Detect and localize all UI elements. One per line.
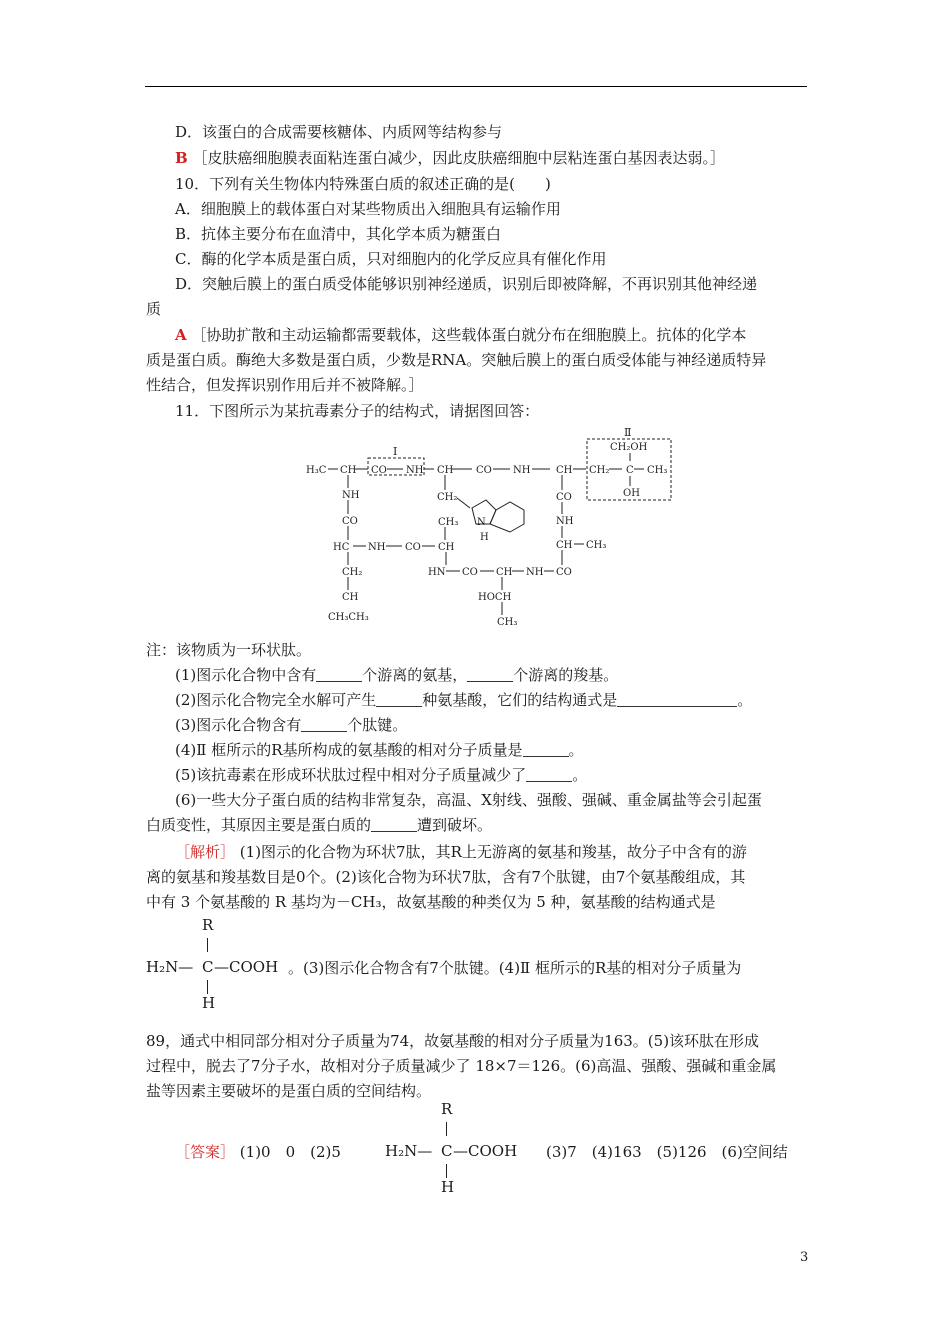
sub-q4	[175, 740, 584, 760]
q10-stem: 10．下列有关生物体内特殊蛋白质的叙述正确的是( )	[175, 175, 551, 193]
q10-option-a: A．细胞膜上的载体蛋白对某些物质出入细胞具有运输作用	[175, 200, 561, 218]
text: (3)图示化合物含有	[175, 716, 302, 734]
atom: CH	[340, 465, 357, 476]
atom: CH	[438, 542, 455, 553]
sub-q6: (6)一些大分子蛋白质的结构非常复杂，高温、X射线、强酸、强碱、重金属盐等会引起蛋	[175, 791, 762, 809]
atom: CH	[556, 540, 573, 551]
atom: CH₃	[438, 517, 459, 528]
analysis-line: 中有 3 个氨基酸的 R 基均为－CH₃，故氨基酸的种类仅为 5 种，氨基酸的结构通式是	[146, 893, 716, 911]
answer-blank[interactable]	[371, 817, 417, 832]
atom: CH₃CH₃	[328, 612, 369, 623]
amino-acid-formula	[146, 914, 296, 1014]
text: (5)该抗毒素在形成环状肽过程中相对分子质量减少了	[175, 766, 527, 784]
atom: H	[480, 532, 489, 543]
sub-q6-cont	[146, 815, 492, 835]
answer-line: (3)7 (4)163 (5)126 (6)空间结	[546, 1143, 788, 1161]
atom: CO	[476, 465, 492, 476]
atom: CH₃	[586, 540, 607, 551]
sub-q3	[175, 715, 407, 735]
formula-cooh: —COOH	[453, 1142, 518, 1160]
formula-c: C	[202, 958, 214, 976]
answer-letter: B	[175, 149, 188, 167]
formula-r: R	[441, 1100, 453, 1118]
text: (1)0 0 (2)5	[239, 1143, 341, 1161]
atom: CO	[556, 492, 572, 503]
q10-answer	[175, 325, 746, 345]
sub-q1	[175, 665, 618, 685]
q10-answer-cont: 性结合，但发挥识别作用后并不被降解。］	[146, 376, 424, 394]
q10-option-d-cont: 质	[146, 300, 162, 318]
atom: CH₃	[647, 465, 668, 476]
atom: CH₂	[437, 492, 458, 503]
atom: HN	[428, 567, 446, 578]
answer-blank[interactable]	[467, 667, 513, 682]
answer-letter: A	[175, 326, 187, 344]
atom: HC	[333, 542, 350, 553]
answer-blank[interactable]	[526, 767, 572, 782]
answer-line	[175, 1142, 341, 1162]
analysis-line: 。(3)图示化合物含有7个肽键。(4)Ⅱ 框所示的R基的相对分子质量为	[288, 959, 742, 977]
formula-h: H	[441, 1178, 455, 1196]
atom: CH	[437, 465, 454, 476]
bond	[446, 1164, 447, 1178]
q10-answer-cont: 质是蛋白质。酶绝大多数是蛋白质，少数是RNA。突触后膜上的蛋白质受体能与神经递质特异	[146, 351, 767, 369]
sub-q2	[175, 690, 752, 710]
atom: CH₂	[342, 567, 363, 578]
text: 个肽键。	[347, 716, 408, 734]
atom: NH	[556, 516, 574, 527]
atom: NH	[342, 490, 360, 501]
bond	[446, 1122, 447, 1136]
answer-explanation: ［皮肤癌细胞膜表面粘连蛋白减少，因此皮肤癌细胞中层粘连蛋白基因表达弱。］	[192, 149, 725, 167]
atom: HOCH	[478, 592, 512, 603]
answer-tag: ［答案］	[175, 1143, 236, 1161]
q10-option-c: C．酶的化学本质是蛋白质，只对细胞内的化学反应具有催化作用	[175, 250, 607, 268]
amino-acid-formula	[385, 1098, 535, 1198]
label-box-i: Ⅰ	[393, 445, 398, 458]
text: 种氨基酸，它们的结构通式是	[422, 691, 618, 709]
answer-blank[interactable]	[523, 742, 569, 757]
atom: C	[626, 465, 634, 476]
analysis-tag: ［解析］	[175, 843, 236, 861]
analysis-line: 89，通式中相同部分相对分子质量为74，故氨基酸的相对分子质量为163。(5)该环肽在形成	[146, 1032, 760, 1050]
atom-oh: OH	[623, 488, 640, 499]
atom: CH	[342, 592, 359, 603]
formula-r: R	[202, 916, 214, 934]
q11-stem: 11．下图所示为某抗毒素分子的结构式，请据图回答：	[175, 402, 540, 420]
atom: NH	[406, 465, 424, 476]
header-rule	[145, 86, 807, 87]
atom: NH	[368, 542, 386, 553]
atom: CH	[556, 465, 573, 476]
atom: CH	[496, 567, 513, 578]
atom: CH₃	[497, 617, 518, 628]
formula-h2n: H₂N—	[146, 958, 194, 976]
atom: H₃C	[306, 465, 327, 476]
atom: NH	[526, 567, 544, 578]
answer-blank[interactable]	[301, 717, 347, 732]
sub-q5	[175, 765, 587, 785]
q9-answer	[175, 148, 725, 168]
text: 。	[568, 741, 584, 759]
analysis-line: 过程中，脱去了7分子水，故相对分子质量减少了 18×7＝126。(6)高温、强酸、强碱和重金属	[146, 1057, 777, 1075]
formula-cooh: —COOH	[214, 958, 279, 976]
text: (1)图示的化合物为环状7肽，其R上无游离的氨基和羧基，故分子中含有的游	[239, 843, 747, 861]
text: 遭到破坏。	[417, 816, 493, 834]
atom: CH₂	[589, 465, 610, 476]
text: (1)图示化合物中含有	[175, 666, 317, 684]
text: 白质变性，其原因主要是蛋白质的	[146, 816, 372, 834]
bond	[207, 980, 208, 994]
answer-blank[interactable]	[316, 667, 362, 682]
atom: NH	[513, 465, 531, 476]
text: (2)图示化合物完全水解可产生	[175, 691, 377, 709]
atom: CO	[556, 567, 572, 578]
atom: N	[477, 517, 486, 528]
text: 个游离的羧基。	[513, 666, 619, 684]
formula-c: C	[441, 1142, 453, 1160]
answer-blank[interactable]	[617, 692, 737, 707]
atom: CO	[342, 516, 358, 527]
text: 个游离的氨基，	[362, 666, 468, 684]
q9-option-d: D．该蛋白的合成需要核糖体、内质网等结构参与	[175, 123, 503, 141]
formula-h2n: H₂N—	[385, 1142, 433, 1160]
text: (4)Ⅱ 框所示的R基所构成的氨基酸的相对分子质量是	[175, 741, 523, 759]
q10-option-d: D．突触后膜上的蛋白质受体能够识别神经递质，识别后即被降解，不再识别其他神经递	[175, 275, 758, 293]
text: 。	[737, 691, 753, 709]
answer-blank[interactable]	[376, 692, 422, 707]
atom: CO	[405, 542, 421, 553]
q10-option-b: B．抗体主要分布在血清中，其化学本质为糖蛋白	[175, 225, 502, 243]
analysis-line: 盐等因素主要破坏的是蛋白质的空间结构。	[146, 1082, 432, 1100]
analysis-line: 离的氨基和羧基数目是0个。(2)该化合物为环状7肽，含有7个肽键，由7个氨基酸组成，其	[146, 868, 746, 886]
atom: CO	[371, 465, 387, 476]
answer-explanation: ［协助扩散和主动运输都需要载体，这些载体蛋白就分布在细胞膜上。抗体的化学本	[191, 326, 747, 344]
structure-note: 注：该物质为一环状肽。	[146, 641, 312, 659]
page-number: 3	[800, 1250, 809, 1265]
label-box-ii: Ⅱ	[624, 428, 632, 439]
cyclic-peptide-structure	[300, 428, 690, 628]
formula-h: H	[202, 994, 216, 1012]
analysis-line	[175, 842, 747, 862]
bond	[207, 938, 208, 952]
text: 。	[572, 766, 588, 784]
atom-ch2oh: CH₂OH	[610, 442, 648, 453]
atom: CO	[462, 567, 478, 578]
